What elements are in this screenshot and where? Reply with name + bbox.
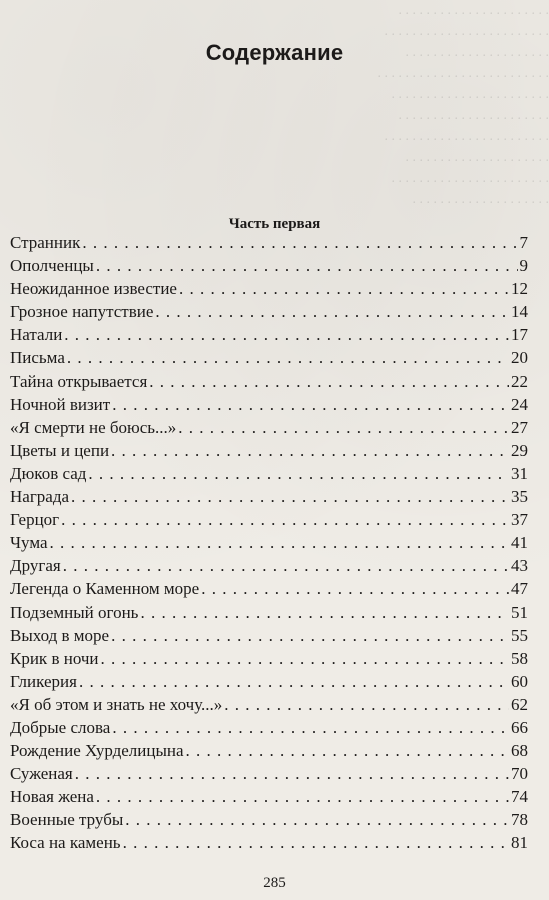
reverse-side-bleed-through: . . . . . . . . . . . . . . . . . . . . . . . . . . . . . . . . . . . . . . . . . . . . . . . . . . . . . . . . . . . . . . . . . . . . . . . . . . . . . . . . . . . . . . . . . . . . . . . . . . . . . . . . . . . . . . . . . . . . . . . . . . . . . . . . . . . . . . . . . . . . . . . . . . . . . . . . . . . . . . . . . . . . . . . . . . . . . . . . . . . . . . . . . . . . . . . . . . . . . . . . . . . . . . . . . . . . . . . . . . . . . . . . .	[377, 3, 549, 207]
toc-entry[interactable]	[10, 670, 528, 693]
dot-leader	[155, 300, 509, 323]
toc-entry[interactable]	[10, 624, 528, 647]
toc-entry-title: Коса на камень	[10, 833, 121, 853]
toc-entry-title: Ночной визит	[10, 394, 111, 414]
toc-entry-title: Чума	[10, 533, 48, 553]
toc-entry-page: 74	[511, 787, 528, 807]
toc-entry[interactable]	[10, 462, 528, 485]
toc-entry-title: Рождение Хурделицына	[10, 741, 184, 761]
toc-entry[interactable]	[10, 277, 528, 300]
toc-entry-title: Гликерия	[10, 671, 77, 691]
toc-entry-title: Тайна открывается	[10, 371, 148, 391]
toc-entry[interactable]	[10, 647, 528, 670]
toc-entry-title: Странник	[10, 233, 81, 252]
toc-entry-page: 70	[511, 764, 528, 784]
dot-leader	[88, 462, 509, 485]
toc-entry[interactable]	[10, 716, 528, 739]
toc-entry[interactable]	[10, 231, 528, 254]
toc-entry-page: 9	[519, 256, 528, 276]
toc-entry[interactable]	[10, 577, 528, 600]
toc-entry[interactable]	[10, 785, 528, 808]
toc-entry-title: Натали	[10, 325, 63, 345]
toc-entry[interactable]	[10, 346, 528, 369]
toc-entry-page: 66	[511, 717, 528, 737]
toc-entry-title: Другая	[10, 556, 61, 576]
toc-entry[interactable]	[10, 808, 528, 831]
toc-entry-title: Легенда о Каменном море	[10, 579, 200, 599]
dot-leader	[140, 601, 509, 624]
toc-entry-title: Подземный огонь	[10, 602, 139, 622]
section-title: Часть первая	[228, 216, 321, 233]
toc-entry[interactable]	[10, 254, 528, 277]
toc-entry-title: Дюков сад	[10, 463, 87, 483]
dot-leader	[112, 716, 509, 739]
dot-leader	[111, 439, 509, 462]
toc-entry-page: 68	[511, 741, 528, 761]
dot-leader	[178, 416, 509, 439]
toc-entry-title: Ополченцы	[10, 256, 94, 276]
toc-entry-title: Военные трубы	[10, 810, 124, 830]
dot-leader	[63, 554, 509, 577]
toc-entry-title: «Я об этом и знать не хочу...»	[10, 694, 223, 714]
toc-entry-page: 51	[511, 602, 528, 622]
toc-entry-page: 37	[511, 510, 528, 530]
toc-entry[interactable]	[10, 739, 528, 762]
dot-leader	[123, 831, 509, 854]
toc-entry-page: 14	[511, 302, 528, 322]
toc-entry-page: 29	[511, 440, 528, 460]
toc-entry-page: 78	[511, 810, 528, 830]
toc-entry-page: 22	[511, 371, 528, 391]
toc-entry-title: Грозное напутствие	[10, 302, 154, 322]
toc-entry[interactable]	[10, 762, 528, 785]
toc-entry[interactable]	[10, 831, 528, 854]
toc-entry-page: 27	[511, 417, 528, 437]
toc-entry-page: 81	[511, 833, 528, 853]
dot-leader	[50, 531, 509, 554]
dot-leader	[111, 624, 509, 647]
dot-leader	[79, 670, 509, 693]
dot-leader	[96, 785, 509, 808]
dot-leader	[224, 693, 509, 716]
toc-entry[interactable]	[10, 485, 528, 508]
toc-entry-page: 12	[511, 279, 528, 299]
toc-entry-page: 47	[511, 579, 528, 599]
toc-entry[interactable]	[10, 300, 528, 323]
dot-leader	[96, 254, 518, 277]
toc-entry-page: 43	[511, 556, 528, 576]
dot-leader	[75, 762, 509, 785]
toc-entry-page: 62	[511, 694, 528, 714]
toc-entry-title: Награда	[10, 487, 70, 507]
toc-entry[interactable]	[10, 416, 528, 439]
toc-entry[interactable]	[10, 439, 528, 462]
dot-leader	[101, 647, 509, 670]
toc-entry-page: 20	[511, 348, 528, 368]
page-title: Содержание	[205, 39, 344, 65]
dot-leader	[186, 739, 509, 762]
toc-entry[interactable]	[10, 323, 528, 346]
dot-leader	[201, 577, 509, 600]
toc-entry-title: Неожиданное известие	[10, 279, 177, 299]
toc-entry-page: 17	[511, 325, 528, 345]
toc-entry[interactable]	[10, 601, 528, 624]
dot-leader	[179, 277, 509, 300]
dot-leader	[149, 370, 509, 393]
toc-entry-page: 41	[511, 533, 528, 553]
toc-entry[interactable]	[10, 531, 528, 554]
toc-entry[interactable]	[10, 693, 528, 716]
table-of-contents	[10, 231, 528, 855]
dot-leader	[67, 346, 509, 369]
dot-leader	[71, 485, 509, 508]
toc-entry[interactable]	[10, 508, 528, 531]
page-number: 285	[263, 875, 286, 891]
toc-entry-title: Выход в море	[10, 625, 110, 645]
toc-entry-title: Суженая	[10, 764, 73, 784]
toc-entry-title: Цветы и цепи	[10, 440, 110, 460]
toc-entry-title: Письма	[10, 348, 65, 368]
dot-leader	[64, 323, 509, 346]
toc-entry-title: «Я смерти не боюсь...»	[10, 417, 177, 437]
toc-entry-title: Добрые слова	[10, 717, 111, 737]
toc-entry[interactable]	[10, 554, 528, 577]
toc-entry-page: 58	[511, 648, 528, 668]
toc-entry-page: 35	[511, 487, 528, 507]
dot-leader	[61, 508, 509, 531]
toc-entry-page: 7	[519, 233, 528, 252]
dot-leader	[82, 231, 517, 254]
toc-entry[interactable]	[10, 370, 528, 393]
toc-entry-page: 60	[511, 671, 528, 691]
toc-entry-page: 24	[511, 394, 528, 414]
toc-entry-title: Крик в ночи	[10, 648, 99, 668]
toc-entry-title: Герцог	[10, 510, 60, 530]
toc-entry-title: Новая жена	[10, 787, 94, 807]
toc-entry[interactable]	[10, 393, 528, 416]
dot-leader	[125, 808, 509, 831]
dot-leader	[112, 393, 509, 416]
toc-entry-page: 31	[511, 463, 528, 483]
toc-entry-page: 55	[511, 625, 528, 645]
